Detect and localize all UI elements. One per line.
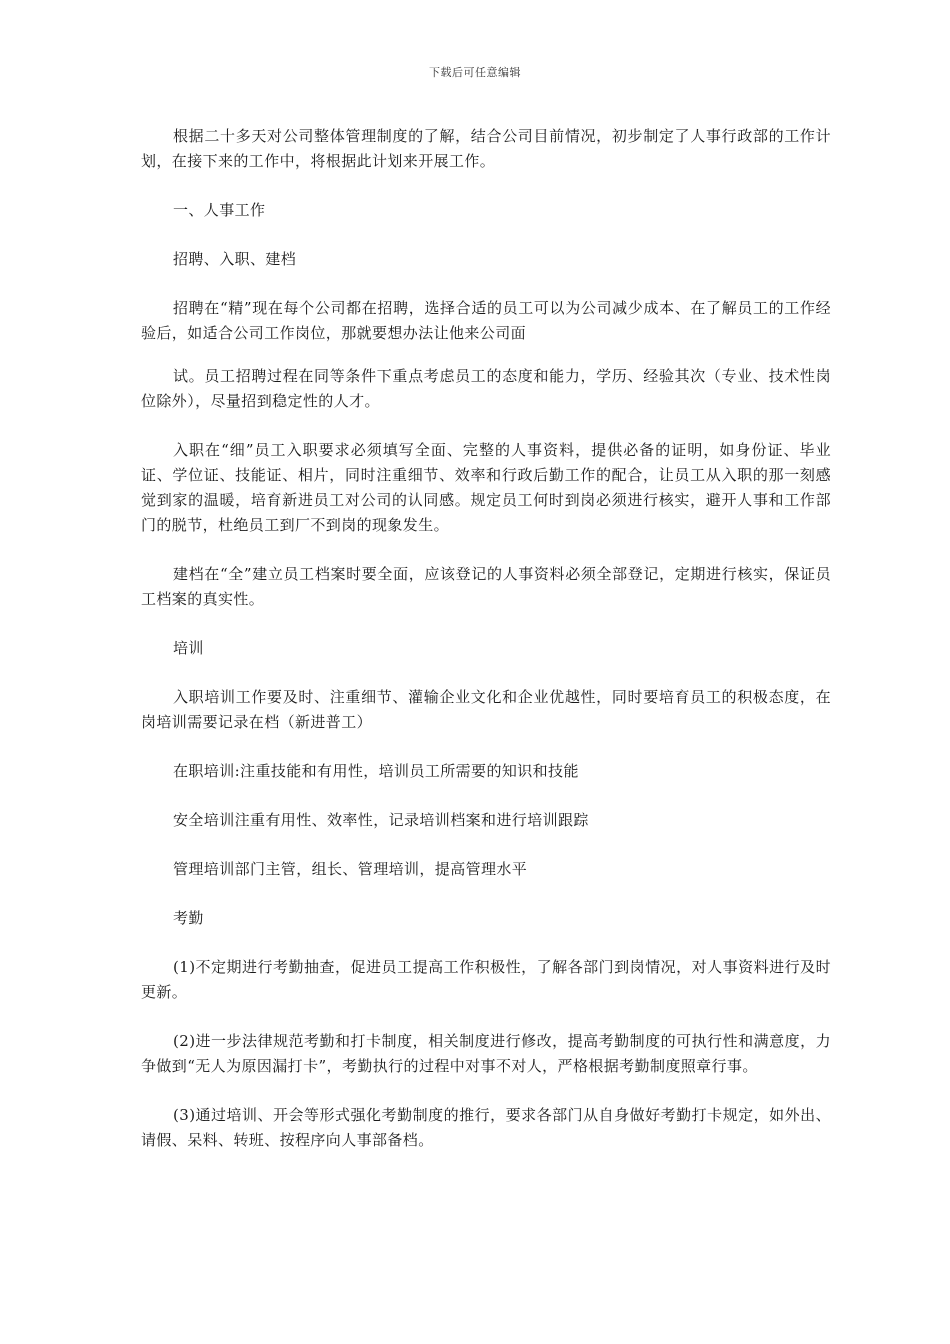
attendance-item-3: (3)通过培训、开会等形式强化考勤制度的推行，要求各部门从自身做好考勤打卡规定，如外出、请假、呆料、转班、按程序向人事部备档。: [141, 1106, 831, 1149]
recruitment-paragraph: 招聘在“精”现在每个公司都在招聘，选择合适的员工可以为公司减少成本、在了解员工的工作经验后，如适合公司工作岗位，那就要想办法让他来公司面: [141, 299, 831, 342]
attendance-item-1: (1)不定期进行考勤抽查，促进员工提高工作积极性，了解各部门到岗情况，对人事资料进行及时更新。: [141, 958, 831, 1001]
page-header-note: 下载后可任意编辑: [429, 66, 521, 79]
safety-training-paragraph: 安全培训注重有用性、效率性，记录培训档案和进行培训跟踪: [173, 811, 589, 829]
onboarding-training-paragraph: 入职培训工作要及时、注重细节、灌输企业文化和企业优越性，同时要培育员工的积极态度，在岗培训需要记录在档（新进普工）: [141, 688, 831, 731]
section-heading-personnel: 一、人事工作: [173, 201, 266, 219]
management-training-paragraph: 管理培训部门主管，组长、管理培训，提高管理水平: [173, 860, 528, 878]
onboarding-paragraph: 入职在“细”员工入职要求必须填写全面、完整的人事资料，提供必备的证明，如身份证、毕业证、学位证、技能证、相片，同时注重细节、效率和行政后勤工作的配合，让员工从入职的那一刻感觉到家的温暖，培育新进员工对公司的认同感。规定员工何时到岗必须进行核实，避开人事和工作部门的脱节，杜绝员工到厂不到岗的现象发生。: [141, 441, 831, 534]
subheading-training: 培训: [173, 639, 204, 657]
document-body: [141, 124, 831, 1177]
onjob-training-paragraph: 在职培训:注重技能和有用性，培训员工所需要的知识和技能: [173, 762, 579, 780]
archiving-paragraph: 建档在“全”建立员工档案时要全面，应该登记的人事资料必须全部登记，定期进行核实，保证员工档案的真实性。: [141, 565, 831, 608]
attendance-item-2: (2)进一步法律规范考勤和打卡制度，相关制度进行修改，提高考勤制度的可执行性和满意度，力争做到“无人为原因漏打卡”，考勤执行的过程中对事不对人，严格根据考勤制度照章行事。: [141, 1032, 831, 1075]
subheading-attendance: 考勤: [173, 909, 204, 927]
recruitment-continued-paragraph: 试。员工招聘过程在同等条件下重点考虑员工的态度和能力，学历、经验其次（专业、技术性岗位除外），尽量招到稳定性的人才。: [141, 367, 831, 410]
subheading-recruitment: 招聘、入职、建档: [173, 250, 297, 268]
intro-paragraph: 根据二十多天对公司整体管理制度的了解，结合公司目前情况，初步制定了人事行政部的工作计划，在接下来的工作中，将根据此计划来开展工作。: [141, 127, 831, 170]
